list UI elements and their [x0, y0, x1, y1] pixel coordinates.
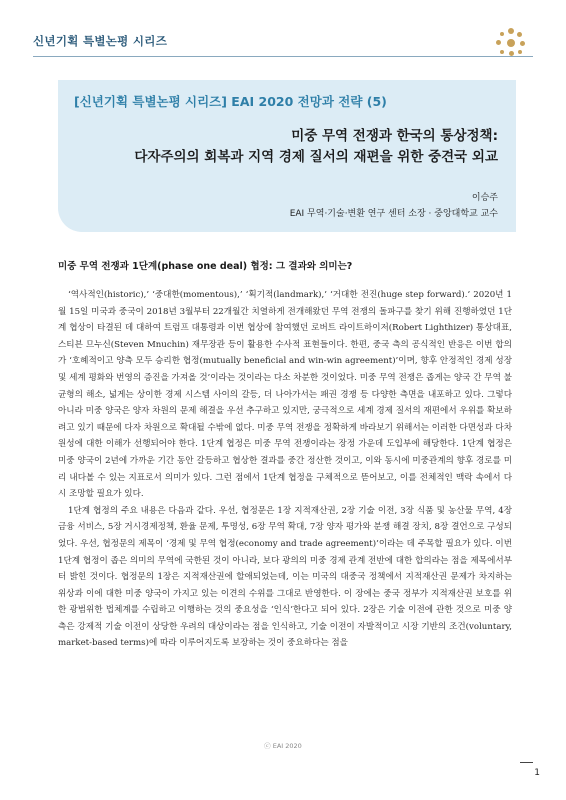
header-divider [33, 56, 533, 57]
footer-divider [520, 762, 533, 763]
series-title: [신년기획 특별논평 시리즈] EAI 2020 전망과 전략 (5) [74, 94, 387, 109]
author-affiliation: EAI 무역·기술·변환 연구 센터 소장 · 중앙대학교 교수 [289, 209, 498, 219]
section-heading: 미중 무역 전쟁과 1단계(phase one deal) 협정: 그 결과와 의미는? [58, 261, 353, 272]
body-text [58, 287, 512, 652]
footer-copyright: ⓒ EAI 2020 [264, 742, 302, 750]
paragraph: ‘역사적인(historic),’ ‘중대한(momentous),’ ‘획기적(landmark),’ ‘거대한 전진(huge step forward).’ 2020년 1월 15일 미국과 중국이 2018년 3월부터 22개월간 치열하게 전개해왔던 무역 전쟁의 돌파구를 찾기 위해 진행하였던 1단계 협상이 타결된 데 대하여 트럼프 대통령과 이번 협상에 참여했던 로버트 라이트하이저(Robert Lighthizer) 통상대표, 스티븐 므누신(Steven Mnuchin) 재무장관 등이 활용한 수사적 표현들이다. 한편, 중국 측의 공식적인 반응은 이번 합의가 ‘호혜적이고 양측 모두 승리한 협정(mutually beneficial and win-win agreement)’이며, 향후 안정적인 경제 성장 및 세계 평화와 번영의 증진을 가져올 것’이라는 것이라는 다소 차분한 것이었다. 미중 무역 전쟁은 좁게는 양국 간 무역 불균형의 해소, 넓게는 상이한 경제 시스템 사이의 갈등, 더 나아가서는 패권 경쟁 등 다양한 측면을 내포하고 있다. 그렇다 아니라 미중 양국은 양자 차원의 문제 해결을 우선 추구하고 있지만, 궁극적으로 세계 경제 질서의 재편에서 우위를 확보하려고 있기 때문에 다자 차원으로 확대될 수밖에 없다. 미중 무역 전쟁을 정확하게 바라보기 위해서는 이러한 다면성과 다차원성에 대한 이해가 선행되어야 한다. 1단계 협정은 미중 무역 전쟁이라는 장정 가운데 도입부에 해당한다. 1단계 협정은 미중 양국이 2년에 가까운 기간 동안 갈등하고 협상한 결과를 중간 정산한 것이고, 이와 동시에 미중관계의 향후 경로를 미리 내다볼 수 있는 지표로서 의미가 있다. 그런 점에서 1단계 협정을 구체적으로 뜯어보고, 이를 전체적인 맥락 속에서 다시 조망할 필요가 있다. [58, 290, 512, 500]
title-box [58, 80, 516, 232]
author-name: 이승주 [471, 193, 498, 203]
page-number: 1 [534, 768, 540, 778]
series-header: 신년기획 특별논평 시리즈 [33, 34, 168, 48]
author-block [290, 190, 498, 222]
eai-logo-icon [496, 28, 526, 58]
main-title [134, 126, 498, 168]
main-title-line-1: 미중 무역 전쟁과 한국의 통상정책: [291, 128, 498, 144]
paragraph: 1단계 협정의 주요 내용은 다음과 같다. 우선, 협정문은 1장 지적재산권, 2장 기술 이전, 3장 식품 및 농산물 무역, 4장 금융 서비스, 5장 거시경제정책, 환율 문제, 투명성, 6장 무역 확대, 7장 양자 평가와 분쟁 해결 장치, 8장 결언으로 구성되었다. 우선, 협정문의 제목이 ‘경제 및 무역 협정(economy and trade agreement)’이라는 데 주목할 필요가 있다. 이번 1단계 협정이 좁은 의미의 무역에 국한된 것이 아니라, 보다 광의의 미중 경제 관계 전반에 대한 합의라는 점을 제목에서부터 밝힌 것이다. 협정문의 1장은 지적재산권에 할애되었는데, 이는 미국의 대중국 정책에서 지적재산권 문제가 차지하는 위상과 이에 대한 미중 양국이 가지고 있는 이견의 수위를 그대로 반영한다. 이 장에는 중국 정부가 지적재산권 보호를 위한 광범위한 법체계를 수립하고 이행하는 것의 중요성을 ‘인식’한다고 되어 있다. 2장은 기술 이전에 관한 것으로 미중 양측은 강제적 기술 이전이 상당한 우려의 대상이라는 점을 인식하고, 기술 이전이 자발적이고 시장 기반의 조건(voluntary, market-based terms)에 따라 이루어지도록 보장하는 것이 중요하다는 점을 [58, 505, 512, 649]
main-title-line-2: 다자주의의 회복과 지역 경제 질서의 재편을 위한 중견국 외교 [134, 149, 498, 165]
